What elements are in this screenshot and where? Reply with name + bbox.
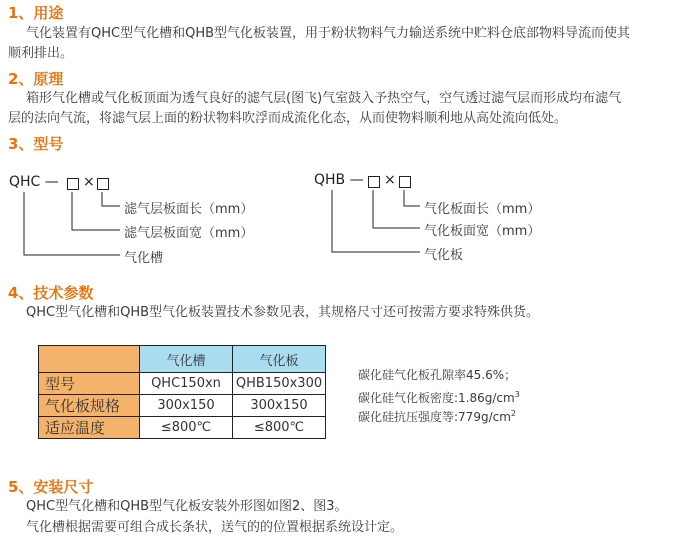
- table-cell: QHC150xn: [140, 373, 233, 395]
- table-row-label: 型号: [39, 373, 140, 395]
- table-row: [39, 417, 326, 439]
- qhb-width-box: [368, 176, 380, 188]
- section-4-line-1: QHC型气化槽和QHB型气化板装置技术参数见表，其规格尺寸还可按需方要求特殊供货。: [26, 305, 540, 320]
- table-cell: 300x150: [233, 395, 326, 417]
- section-2-line-1: 箱形气化槽或气化板顶面为透气良好的滤气层(图飞)气室鼓入予热空气，空气透过滤气层而形成均布滤气: [26, 91, 622, 106]
- table-cell: 300x150: [140, 395, 233, 417]
- qhc-times-sign: ×: [83, 174, 95, 190]
- note-strength-text: 碳化硅抗压强度等:779g/cm: [358, 410, 511, 424]
- qhc-length-box: [97, 178, 109, 190]
- tech-spec-table: [38, 345, 326, 439]
- table-column-header: 气化槽: [140, 346, 233, 373]
- note-strength-exponent: 2: [510, 409, 516, 418]
- section-5-line-1: QHC型气化槽和QHB型气化板安装外形图如图2、图3。: [26, 499, 348, 514]
- note-density-text: 碳化硅气化板密度:1.86g/cm: [358, 391, 515, 405]
- section-1-line-1: 气化装置有QHC型气化槽和QHB型气化板装置，用于粉状物料气力输送系统中贮料仓底部物料导流而使其: [26, 26, 631, 41]
- qhc-width-box: [67, 178, 79, 190]
- qhb-model-code: QHB —: [314, 172, 364, 188]
- table-cell: ≤800℃: [140, 417, 233, 439]
- section-5-line-2: 气化槽根据需要可组合成长条状，送气的的位置根据系统设计定。: [26, 520, 404, 535]
- section-4-title: 4、技术参数: [8, 284, 94, 302]
- qhc-label-length: 滤气层板面长（mm）: [124, 202, 254, 217]
- table-row: [39, 395, 326, 417]
- section-5-title: 5、安装尺寸: [8, 478, 94, 496]
- section-1-line-2: 顺利排出。: [8, 46, 74, 61]
- table-row: [39, 373, 326, 395]
- section-1-title: 1、用途: [8, 4, 64, 22]
- section-2-title: 2、原理: [8, 70, 64, 88]
- qhb-length-box: [399, 176, 411, 188]
- qhc-label-width: 滤气层板面宽（mm）: [124, 226, 254, 241]
- qhc-model-code: QHC —: [9, 174, 59, 190]
- note-porosity: 碳化硅气化板孔隙率45.6%；: [358, 368, 517, 382]
- qhb-label-length: 气化板面长（mm）: [424, 202, 541, 217]
- section-3-title: 3、型号: [8, 135, 64, 153]
- note-density-exponent: 3: [514, 390, 520, 399]
- table-corner-cell: [39, 346, 140, 373]
- qhb-label-name: 气化板: [424, 248, 464, 263]
- note-strength: [358, 404, 516, 427]
- qhb-label-width: 气化板面宽（mm）: [424, 224, 541, 239]
- table-row-label: 适应温度: [39, 417, 140, 439]
- table-row-label: 气化板规格: [39, 395, 140, 417]
- section-2-line-2: 层的法向气流，将滤气层上面的粉状物料吹浮而成流化化态，从而使物料顺利地从高处流向低处。: [8, 111, 568, 126]
- table-header-row: [39, 346, 326, 373]
- table-cell: QHB150x300: [233, 373, 326, 395]
- qhb-times-sign: ×: [384, 172, 396, 188]
- table-column-header: 气化板: [233, 346, 326, 373]
- table-cell: ≤800℃: [233, 417, 326, 439]
- qhc-label-name: 气化槽: [124, 251, 164, 266]
